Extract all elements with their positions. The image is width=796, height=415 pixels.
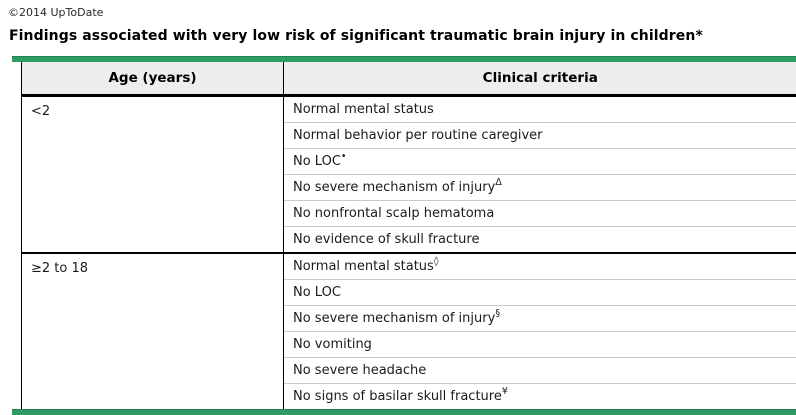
criteria-text: Normal mental status <box>293 102 434 117</box>
criteria-cell <box>284 96 796 123</box>
column-header-age: Age (years) <box>22 62 284 96</box>
criteria-text: No LOC <box>293 285 341 300</box>
criteria-text: No nonfrontal scalp hematoma <box>293 206 494 221</box>
criteria-text: No severe headache <box>293 363 426 378</box>
age-cell: <2 <box>22 96 284 254</box>
criteria-text: No signs of basilar skull fracture <box>293 389 502 404</box>
age-group-2-to-18 <box>22 253 796 409</box>
footnote-marker: • <box>341 151 347 162</box>
criteria-text: No vomiting <box>293 337 372 352</box>
criteria-cell <box>284 306 796 332</box>
table-bottom-rule <box>12 409 796 415</box>
table-row <box>22 253 796 280</box>
age-group-under-2 <box>22 96 796 254</box>
criteria-cell <box>284 384 796 410</box>
age-cell: ≥2 to 18 <box>22 253 284 409</box>
criteria-cell <box>284 253 796 280</box>
criteria-cell <box>284 227 796 254</box>
footnote-marker: ◊ <box>434 256 439 267</box>
criteria-text: Normal mental status <box>293 259 434 274</box>
criteria-cell <box>284 123 796 149</box>
findings-table <box>21 62 796 409</box>
criteria-text: No severe mechanism of injury <box>293 311 495 326</box>
criteria-cell <box>284 358 796 384</box>
criteria-cell <box>284 280 796 306</box>
criteria-cell <box>284 149 796 175</box>
criteria-cell <box>284 201 796 227</box>
criteria-text: No evidence of skull fracture <box>293 232 479 247</box>
copyright-text: ©2014 UpToDate <box>0 0 796 19</box>
footnote-marker: ¥ <box>502 386 508 397</box>
footnote-marker: Δ <box>495 177 502 188</box>
criteria-text: No LOC <box>293 154 341 169</box>
table-header-row <box>22 62 796 96</box>
table-row <box>22 96 796 123</box>
criteria-text: No severe mechanism of injury <box>293 180 495 195</box>
footnote-marker: § <box>495 308 500 319</box>
criteria-text: Normal behavior per routine caregiver <box>293 128 543 143</box>
page-title: Findings associated with very low risk of significant traumatic brain injury in children* <box>9 28 788 44</box>
criteria-cell <box>284 332 796 358</box>
column-header-criteria: Clinical criteria <box>284 62 796 96</box>
criteria-cell <box>284 175 796 201</box>
